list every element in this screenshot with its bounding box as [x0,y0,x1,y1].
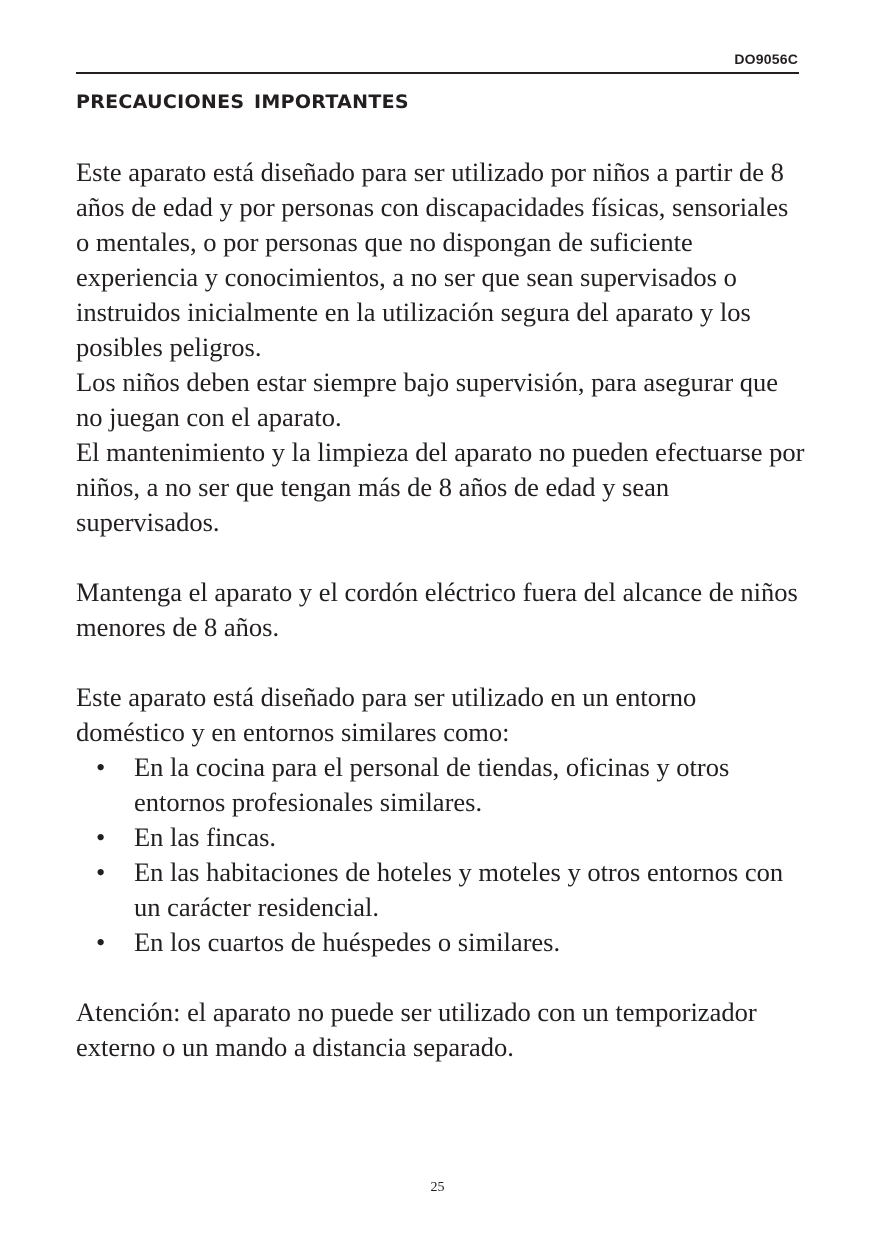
spacer [76,960,806,995]
spacer [76,645,806,680]
bullet-icon: • [96,857,106,887]
bullet-icon: • [96,927,106,957]
paragraph-cleaning: El mantenimiento y la limpieza del aparato no pueden efectuarse por niños, a no ser que tengan más de 8 años de edad y sean supervisados. [76,437,805,537]
paragraph-children-disabilities: Este aparato está diseñado para ser utilizado por niños a partir de 8 años de edad y por personas con discapacidades físicas, sensoriales o mentales, o por personas que no dispongan de suficiente experiencia y conocimientos, a no ser que sean supervisados o instruidos inicialmente en la utilización segura del aparato y los posibles peligros. [76,157,789,362]
usage-environment-list [76,750,806,960]
page-number: 25 [430,1180,445,1195]
bullet-icon: • [96,752,106,782]
header-divider [76,72,799,74]
list-item-text: En la cocina para el personal de tiendas, oficinas y otros entornos profesionales similares. [134,752,730,817]
list-item [76,855,806,925]
spacer [76,540,806,575]
list-item-text: En los cuartos de huéspedes o similares. [134,927,561,957]
list-item [76,820,806,855]
list-item [76,925,806,960]
paragraph-timer-warning: Atención: el aparato no puede ser utilizado con un temporizador externo o un mando a distancia separado. [76,997,757,1062]
list-item-text: En las habitaciones de hoteles y moteles y otros entornos con un carácter residencial. [134,857,784,922]
document-body [76,155,806,1065]
model-number: DO9056C [734,51,798,67]
paragraph-domestic-use: Este aparato está diseñado para ser utilizado en un entorno doméstico y en entornos similares como: [76,682,697,747]
list-item-text: En las fincas. [134,822,277,852]
paragraph-children-supervision: Los niños deben estar siempre bajo supervisión, para asegurar que no juegan con el aparato. [76,367,779,432]
page-title: precauciones importantes [76,84,409,115]
bullet-icon: • [96,822,106,852]
list-item [76,750,806,820]
paragraph-cord: Mantenga el aparato y el cordón eléctrico fuera del alcance de niños menores de 8 años. [76,577,798,642]
